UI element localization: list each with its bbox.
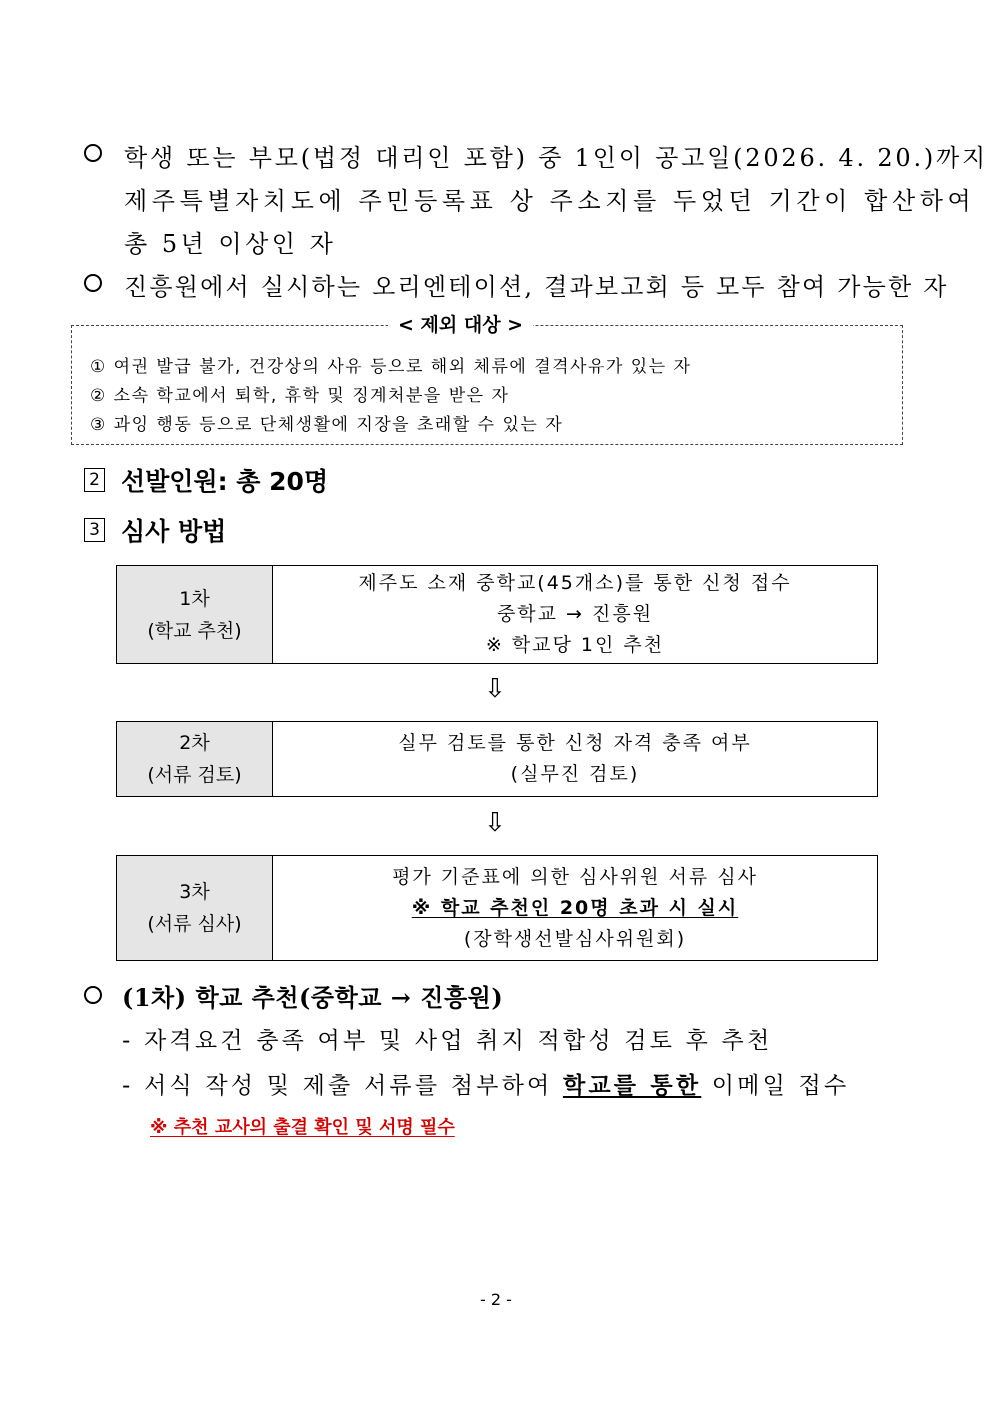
stage-label: 3차 (서류 심사) (117, 856, 273, 960)
eligibility-item1-line2: 제주특별자치도에 주민등록표 상 주소지를 두었던 기간이 합산하여 (124, 187, 976, 215)
section-number: 3 (84, 518, 105, 542)
stage-2-box (116, 721, 878, 797)
first-round-bullet-2: - 서식 작성 및 제출 서류를 첨부하여 학교를 통한 이메일 접수 (122, 1072, 850, 1099)
bullet-circle-icon (84, 274, 102, 292)
eligibility-item2: 진흥원에서 실시하는 오리엔테이션, 결과보고회 등 모두 참여 가능한 자 (124, 273, 949, 301)
exclusion-title: < 제외 대상 > (388, 310, 533, 337)
first-round-bullet (84, 984, 102, 1004)
eligibility-item1-line1: 학생 또는 부모(법정 대리인 포함) 중 1인이 공고일(2026. 4. 20.)까지 (124, 144, 989, 172)
first-round-bullet-1: - 자격요건 충족 여부 및 사업 취지 적합성 검토 후 추천 (122, 1028, 773, 1054)
section-number: 2 (84, 468, 105, 492)
emphasis-text: 학교를 통한 (562, 1072, 702, 1099)
exclusion-item: ③ 과잉 행동 등으로 단체생활에 지장을 초래할 수 있는 자 (90, 415, 564, 435)
bullet-circle-icon (84, 144, 102, 162)
first-round-heading: (1차) 학교 추천(중학교 → 진흥원) (122, 983, 504, 1012)
down-arrow-icon: ⇩ (484, 674, 506, 704)
down-arrow-icon: ⇩ (484, 808, 506, 838)
stage-label: 2차 (서류 검토) (117, 722, 273, 796)
stage-1-box (116, 565, 878, 664)
eligibility-bullet-2 (84, 272, 102, 292)
section-title: 선발인원: 총 20명 (121, 467, 329, 496)
stage-description: 실무 검토를 통한 신청 자격 충족 여부 (실무진 검토) (398, 732, 752, 785)
stage-3-box (116, 855, 878, 961)
exclusion-item: ② 소속 학교에서 퇴학, 휴학 및 징계처분을 받은 자 (90, 386, 510, 406)
stage-label: 1차 (학교 추천) (117, 566, 273, 663)
required-note: ※ 추천 교사의 출결 확인 및 서명 필수 (150, 1117, 455, 1138)
eligibility-bullet-1 (84, 142, 102, 162)
eligibility-item1-line3: 총 5년 이상인 자 (124, 230, 337, 258)
stage-description: 평가 기준표에 의한 심사위원 서류 심사 ※ 학교 추천인 20명 초과 시 실시 (장학생선발심사위원회) (392, 865, 758, 950)
section-title: 심사 방법 (121, 517, 227, 546)
section-2-heading (84, 462, 328, 498)
exclusion-item: ① 여권 발급 불가, 건강상의 사유 등으로 해외 체류에 결격사유가 있는 자 (90, 357, 692, 377)
bullet-circle-icon (84, 986, 102, 1004)
section-3-heading (84, 512, 226, 548)
page-number: - 2 - (480, 1290, 512, 1309)
stage-description: 제주도 소재 중학교(45개소)를 통한 신청 접수 중학교 → 진흥원 ※ 학교당 1인 추천 (358, 572, 792, 656)
